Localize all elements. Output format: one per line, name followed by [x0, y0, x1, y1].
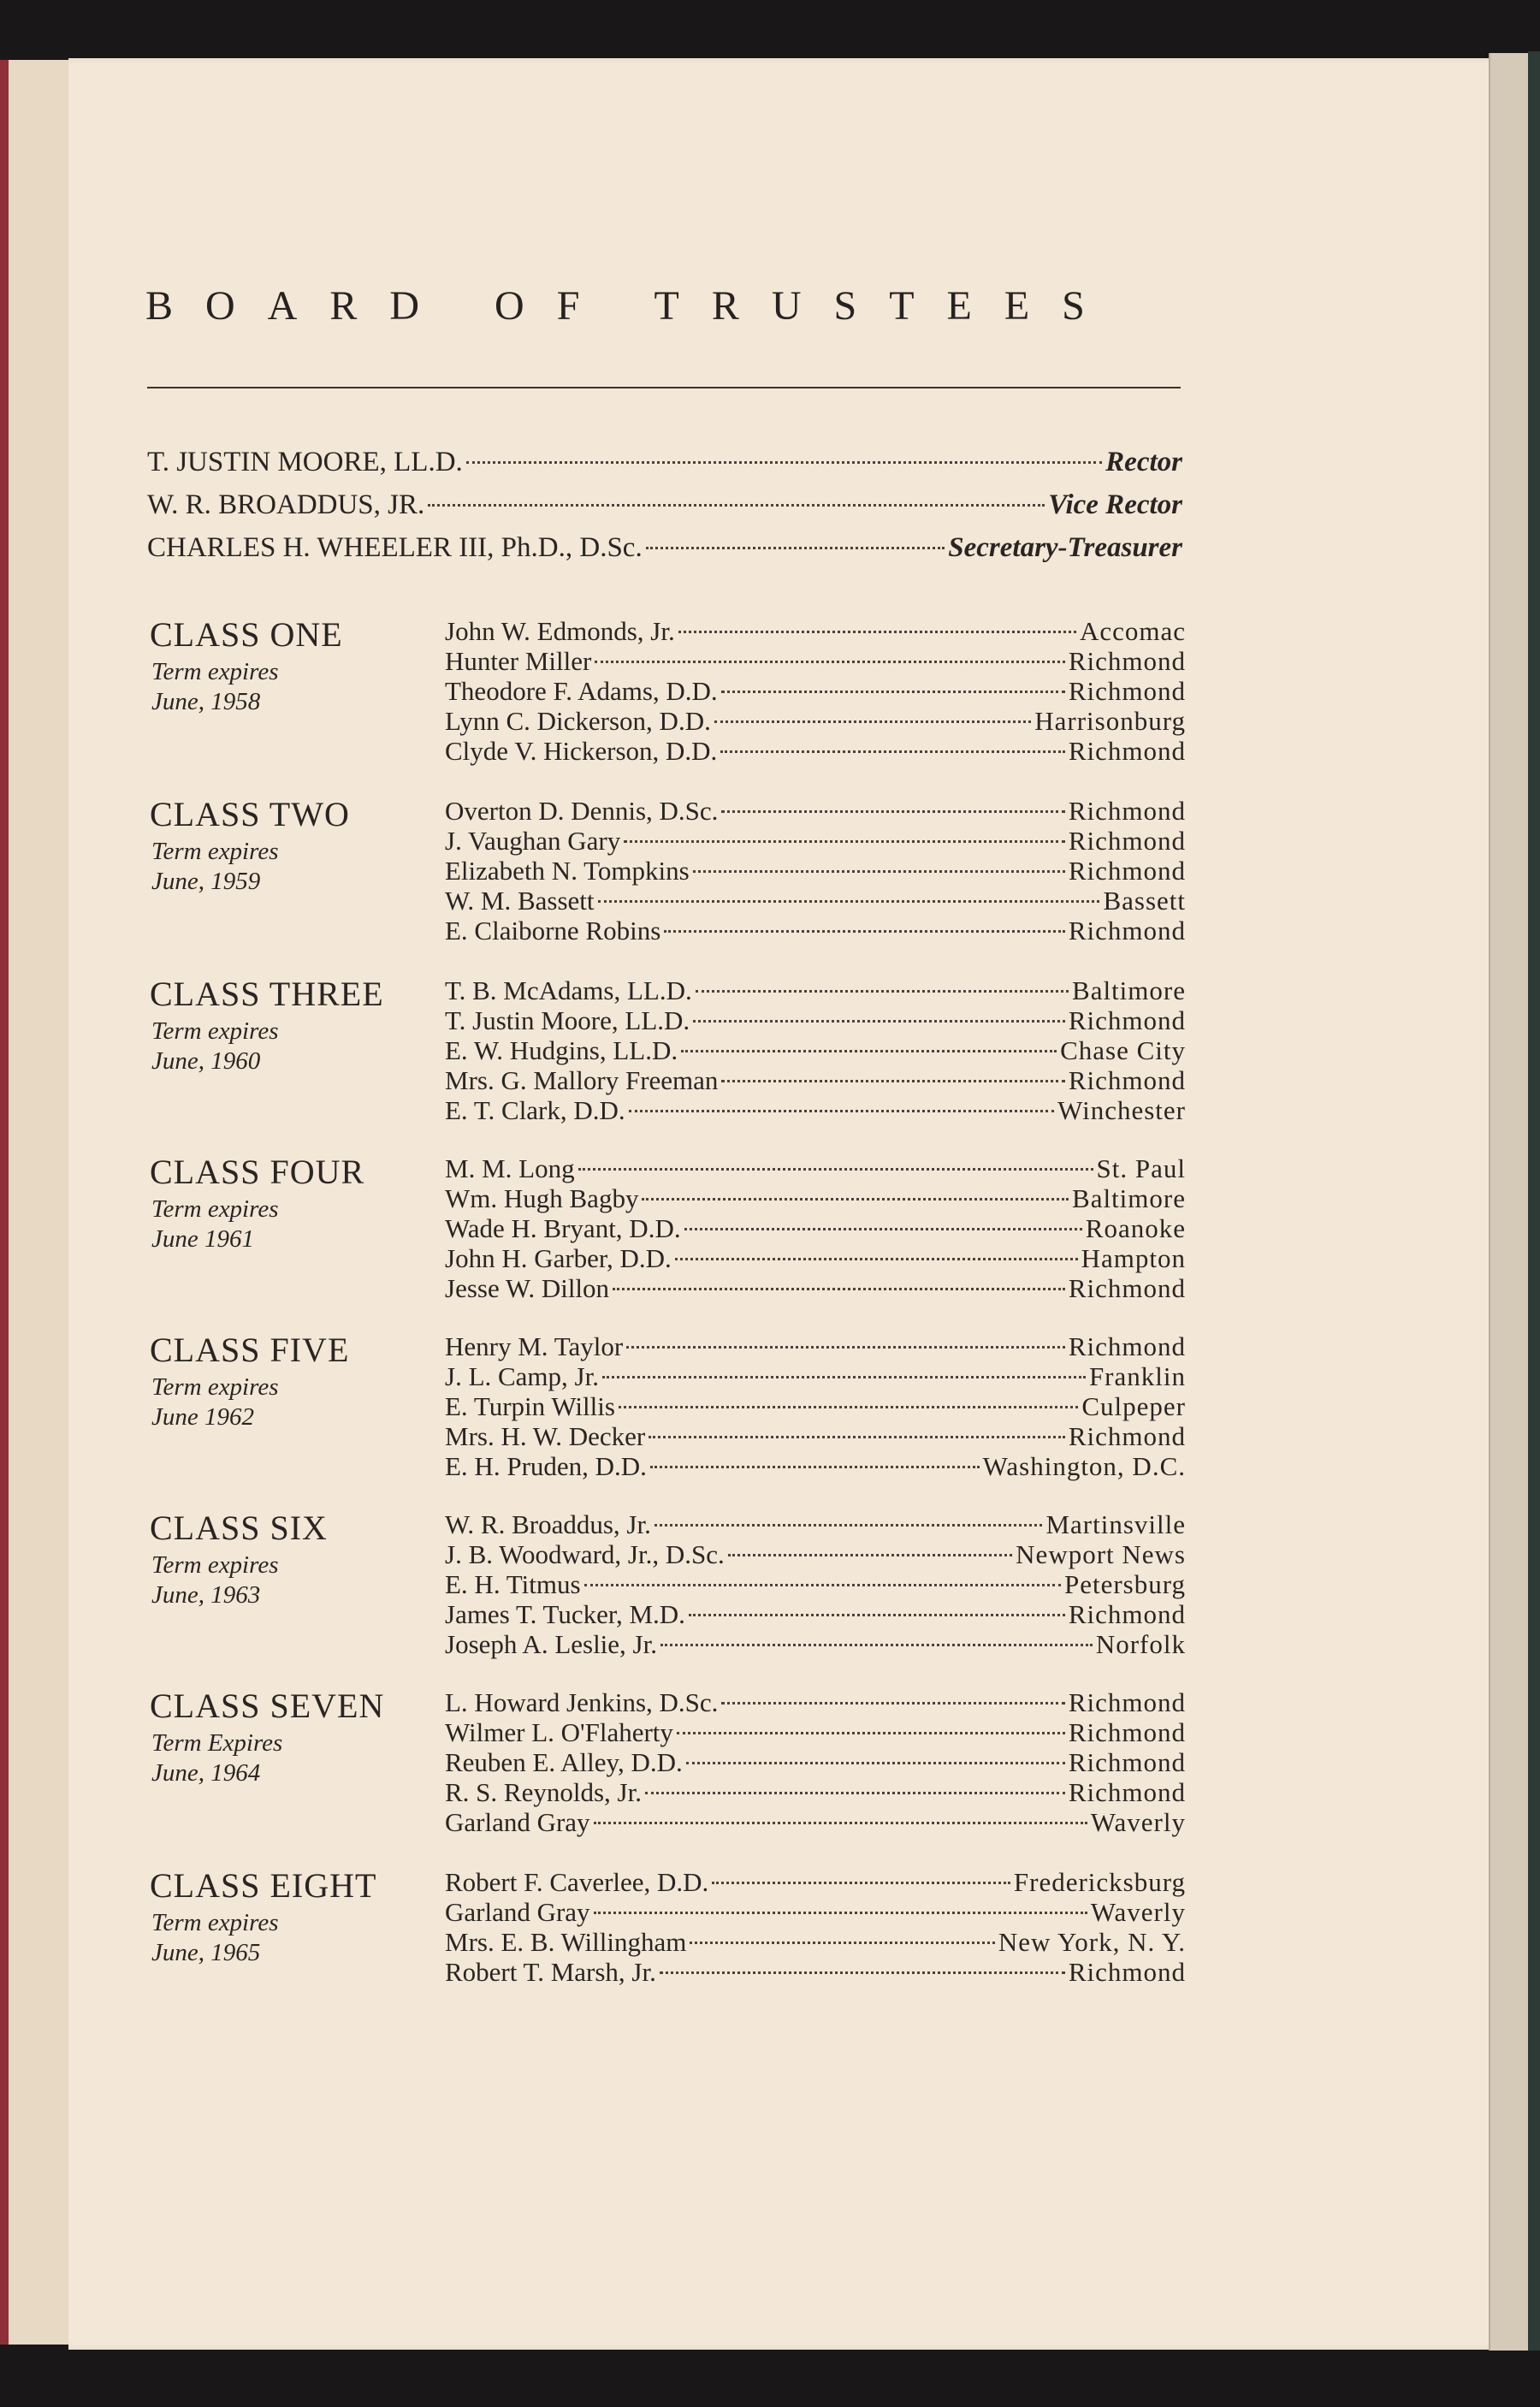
leader-dots: [613, 1288, 1065, 1290]
leader-dots: [649, 1436, 1065, 1438]
member-name: M. M. Long: [445, 1153, 575, 1183]
member-row: [445, 1065, 1186, 1096]
leader-dots: [721, 1080, 1064, 1082]
member-place: Richmond: [1068, 1065, 1186, 1095]
leader-dots: [720, 750, 1065, 753]
member-row: [445, 1539, 1186, 1570]
member-place: Waverly: [1090, 1807, 1186, 1837]
leader-dots: [584, 1584, 1061, 1586]
member-name: Robert T. Marsh, Jr.: [445, 1957, 656, 1987]
term-date: June, 1963: [151, 1581, 261, 1609]
term-expires-label: Term Expires: [151, 1729, 283, 1757]
leader-dots: [712, 1882, 1010, 1884]
scan-border-top: [0, 0, 1540, 58]
term-date: June 1962: [151, 1403, 254, 1431]
leader-dots: [602, 1376, 1086, 1378]
member-row: [445, 736, 1186, 767]
member-name: E. T. Clark, D.D.: [445, 1095, 625, 1125]
member-place: Hampton: [1081, 1243, 1186, 1273]
member-row: [445, 1867, 1186, 1898]
member-row: [445, 975, 1186, 1006]
member-name: Garland Gray: [445, 1897, 590, 1927]
leader-dots: [654, 1524, 1043, 1527]
page-stack-right: [1489, 53, 1528, 2355]
member-name: R. S. Reynolds, Jr.: [445, 1777, 642, 1807]
leader-dots: [721, 691, 1065, 693]
class-heading: CLASS SIX: [150, 1509, 328, 1547]
member-name: E. Turpin Willis: [445, 1391, 615, 1421]
member-place: Richmond: [1068, 1777, 1186, 1807]
leader-dots: [646, 547, 945, 549]
member-name: Clyde V. Hickerson, D.D.: [445, 736, 718, 766]
term-date: June 1961: [151, 1225, 254, 1253]
member-name: E. H. Pruden, D.D.: [445, 1451, 647, 1481]
leader-dots: [650, 1466, 980, 1468]
term-date: June, 1965: [151, 1939, 261, 1966]
leader-dots: [642, 1198, 1069, 1201]
officer-row-vice-rector: [147, 489, 1182, 521]
leader-dots: [681, 1050, 1057, 1052]
member-place: Richmond: [1068, 916, 1186, 946]
member-row: [445, 826, 1186, 857]
term-expires-label: Term expires: [151, 1017, 279, 1045]
member-row: [445, 1451, 1186, 1482]
term-date: June, 1964: [151, 1759, 261, 1787]
facing-page-edge: [9, 60, 70, 2345]
term-expires-label: Term expires: [151, 1195, 279, 1223]
scan-border-bottom: [0, 2351, 1540, 2407]
member-row: [445, 1213, 1186, 1244]
member-name: Hunter Miller: [445, 646, 592, 676]
member-place: Richmond: [1068, 1747, 1186, 1777]
member-row: [445, 1183, 1186, 1214]
class-heading: CLASS TWO: [150, 795, 350, 833]
member-name: Lynn C. Dickerson, D.D.: [445, 706, 711, 736]
member-place: Richmond: [1068, 856, 1186, 886]
class-heading: CLASS FIVE: [150, 1331, 350, 1369]
term-expires-label: Term expires: [151, 1551, 279, 1579]
member-name: E. Claiborne Robins: [445, 916, 661, 946]
member-row: [445, 856, 1186, 886]
member-name: L. Howard Jenkins, D.Sc.: [445, 1687, 719, 1717]
officer-name: T. JUSTIN MOORE, LL.D.: [147, 447, 463, 477]
member-name: T. Justin Moore, LL.D.: [445, 1005, 690, 1035]
member-place: Norfolk: [1095, 1629, 1186, 1659]
scan-border-right: [1528, 51, 1540, 2362]
member-name: J. Vaughan Gary: [445, 826, 621, 856]
leader-dots: [690, 1942, 995, 1944]
term-date: June, 1960: [151, 1047, 261, 1075]
term-date: June, 1958: [151, 688, 261, 715]
leader-dots: [689, 1614, 1065, 1616]
member-place: Baltimore: [1072, 975, 1186, 1005]
member-name: Elizabeth N. Tompkins: [445, 856, 690, 886]
officer-row-rector: [147, 447, 1182, 478]
member-name: Mrs. H. W. Decker: [445, 1421, 646, 1451]
member-name: Mrs. G. Mallory Freeman: [445, 1065, 719, 1095]
member-place: Richmond: [1068, 676, 1186, 706]
member-row: [445, 1421, 1186, 1452]
member-place: Richmond: [1068, 1957, 1186, 1987]
leader-dots: [660, 1971, 1065, 1974]
member-place: New York, N. Y.: [998, 1927, 1186, 1957]
class-heading: CLASS FOUR: [150, 1153, 365, 1191]
member-name: Garland Gray: [445, 1807, 590, 1837]
member-row: [445, 616, 1186, 647]
officer-row-secretary-treasurer: [147, 532, 1182, 564]
leader-dots: [693, 1020, 1065, 1023]
leader-dots: [684, 1228, 1082, 1230]
member-row: [445, 1005, 1186, 1036]
member-row: [445, 1243, 1186, 1274]
term-expires-label: Term expires: [151, 1909, 279, 1936]
member-name: Reuben E. Alley, D.D.: [445, 1747, 683, 1777]
member-name: J. B. Woodward, Jr., D.Sc.: [445, 1539, 725, 1569]
officer-name: CHARLES H. WHEELER III, Ph.D., D.Sc.: [147, 532, 643, 563]
member-place: Richmond: [1068, 1273, 1186, 1303]
member-name: Mrs. E. B. Willingham: [445, 1927, 687, 1957]
member-row: [445, 1807, 1186, 1838]
leader-dots: [677, 1732, 1065, 1734]
leader-dots: [678, 631, 1076, 633]
member-place: Petersburg: [1063, 1569, 1186, 1599]
member-row: [445, 1569, 1186, 1600]
member-place: Martinsville: [1045, 1509, 1186, 1539]
member-place: Fredericksburg: [1013, 1867, 1186, 1897]
member-place: Richmond: [1068, 736, 1186, 766]
leader-dots: [645, 1792, 1065, 1794]
member-row: [445, 1747, 1186, 1778]
leader-dots: [466, 461, 1102, 464]
term-expires-label: Term expires: [151, 658, 279, 685]
member-row: [445, 1629, 1186, 1660]
member-row: [445, 676, 1186, 707]
member-row: [445, 886, 1186, 916]
leader-dots: [598, 900, 1100, 903]
member-place: Richmond: [1068, 1421, 1186, 1451]
member-name: Wade H. Bryant, D.D.: [445, 1213, 681, 1243]
member-row: [445, 646, 1186, 677]
member-name: John W. Edmonds, Jr.: [445, 616, 675, 646]
member-row: [445, 706, 1186, 737]
leader-dots: [696, 990, 1069, 993]
leader-dots: [714, 720, 1031, 723]
member-row: [445, 1599, 1186, 1630]
member-row: [445, 796, 1186, 827]
member-place: Winchester: [1057, 1095, 1186, 1125]
leader-dots: [629, 1110, 1054, 1112]
member-place: Accomac: [1079, 616, 1186, 646]
member-place: Harrisonburg: [1034, 706, 1186, 736]
leader-dots: [626, 1346, 1065, 1349]
officer-role: Vice Rector: [1048, 489, 1182, 520]
member-row: [445, 1391, 1186, 1422]
member-place: Richmond: [1068, 826, 1186, 856]
member-name: John H. Garber, D.D.: [445, 1243, 672, 1273]
member-place: Culpeper: [1081, 1391, 1186, 1421]
member-place: Roanoke: [1085, 1213, 1186, 1243]
leader-dots: [664, 930, 1065, 933]
member-place: Waverly: [1090, 1897, 1186, 1927]
member-name: Robert F. Caverlee, D.D.: [445, 1867, 709, 1897]
leader-dots: [594, 1912, 1087, 1914]
member-place: Bassett: [1103, 886, 1186, 916]
class-heading: CLASS SEVEN: [150, 1687, 385, 1725]
member-row: [445, 1687, 1186, 1718]
member-name: W. M. Bassett: [445, 886, 595, 916]
member-name: Theodore F. Adams, D.D.: [445, 676, 718, 706]
member-name: James T. Tucker, M.D.: [445, 1599, 685, 1629]
member-place: Richmond: [1068, 1599, 1186, 1629]
member-name: Joseph A. Leslie, Jr.: [445, 1629, 657, 1659]
leader-dots: [693, 870, 1065, 873]
page-title: BOARD OF TRUSTEES: [145, 283, 1117, 329]
class-heading: CLASS ONE: [150, 615, 343, 654]
member-row: [445, 1777, 1186, 1808]
title-rule: [147, 387, 1181, 388]
leader-dots: [595, 661, 1065, 663]
member-name: Wilmer L. O'Flaherty: [445, 1717, 673, 1747]
leader-dots: [660, 1644, 1093, 1646]
member-row: [445, 1153, 1186, 1184]
member-row: [445, 1927, 1186, 1958]
member-name: E. H. Titmus: [445, 1569, 581, 1599]
member-place: Richmond: [1068, 1687, 1186, 1717]
term-expires-label: Term expires: [151, 838, 279, 865]
class-heading: CLASS EIGHT: [150, 1866, 377, 1905]
member-place: Richmond: [1068, 646, 1186, 676]
member-name: E. W. Hudgins, LL.D.: [445, 1035, 678, 1065]
member-name: Henry M. Taylor: [445, 1331, 624, 1361]
class-heading: CLASS THREE: [150, 975, 384, 1013]
member-name: W. R. Broaddus, Jr.: [445, 1509, 651, 1539]
member-name: Jesse W. Dillon: [445, 1273, 610, 1303]
member-place: Chase City: [1060, 1035, 1186, 1065]
member-row: [445, 1957, 1186, 1988]
leader-dots: [686, 1762, 1065, 1764]
leader-dots: [721, 810, 1064, 813]
member-name: T. B. McAdams, LL.D.: [445, 975, 692, 1005]
member-name: Overton D. Dennis, D.Sc.: [445, 796, 719, 826]
member-place: Richmond: [1068, 1005, 1186, 1035]
member-place: St. Paul: [1096, 1153, 1186, 1183]
leader-dots: [428, 504, 1045, 507]
leader-dots: [624, 840, 1065, 843]
leader-dots: [721, 1702, 1064, 1704]
member-row: [445, 1509, 1186, 1540]
member-row: [445, 1717, 1186, 1748]
member-row: [445, 1331, 1186, 1362]
officer-role: Rector: [1105, 447, 1182, 477]
term-expires-label: Term expires: [151, 1373, 279, 1401]
officer-name: W. R. BROADDUS, JR.: [147, 489, 425, 520]
member-place: Richmond: [1068, 1717, 1186, 1747]
member-place: Richmond: [1068, 1331, 1186, 1361]
member-row: [445, 1273, 1186, 1304]
member-place: Baltimore: [1072, 1183, 1186, 1213]
leader-dots: [728, 1554, 1012, 1556]
member-name: Wm. Hugh Bagby: [445, 1183, 639, 1213]
member-row: [445, 1361, 1186, 1392]
member-place: Washington, D.C.: [982, 1451, 1186, 1481]
leader-dots: [675, 1258, 1078, 1260]
member-place: Richmond: [1068, 796, 1186, 826]
member-row: [445, 1897, 1186, 1928]
member-row: [445, 1095, 1186, 1126]
member-row: [445, 916, 1186, 946]
member-place: Newport News: [1016, 1539, 1186, 1569]
member-row: [445, 1035, 1186, 1066]
leader-dots: [619, 1406, 1078, 1408]
member-name: J. L. Camp, Jr.: [445, 1361, 599, 1391]
officer-role: Secretary-Treasurer: [948, 532, 1182, 563]
term-date: June, 1959: [151, 868, 261, 895]
leader-dots: [578, 1168, 1093, 1171]
leader-dots: [594, 1822, 1087, 1824]
member-place: Franklin: [1088, 1361, 1186, 1391]
